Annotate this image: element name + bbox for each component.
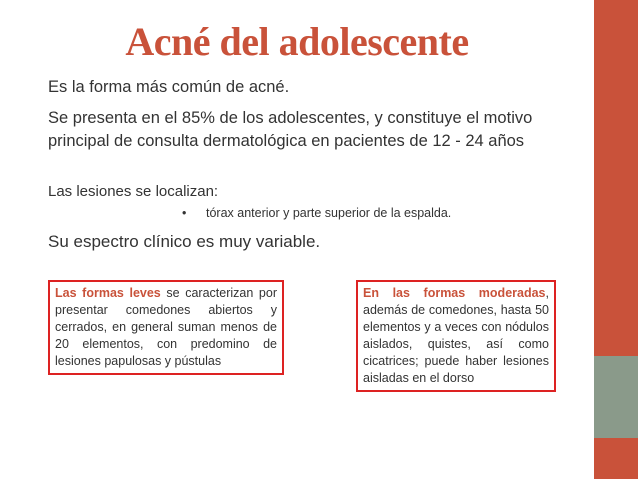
mild-forms-highlight: Las formas leves bbox=[55, 286, 161, 300]
moderate-forms-box bbox=[356, 280, 556, 392]
side-accent-block bbox=[594, 356, 638, 438]
moderate-forms-text: , además de comedones, hasta 50 elementos y a veces con nódulos aislados, quistes, así como cicatrices; puede haber lesiones aisladas en el dorso bbox=[363, 286, 549, 385]
paragraph-3: Las lesiones se localizan: bbox=[48, 183, 219, 200]
bullet-text: tórax anterior y parte superior de la espalda. bbox=[206, 206, 452, 220]
bullet-marker: • bbox=[182, 206, 187, 220]
paragraph-2: Se presenta en el 85% de los adolescentes, y constituye el motivo principal de consulta dermatológica en pacientes de 12 - 24 años bbox=[48, 109, 533, 150]
bullet-item bbox=[182, 206, 451, 220]
paragraph-1: Es la forma más común de acné. bbox=[48, 78, 290, 96]
mild-forms-text: se caracterizan por presentar comedones abiertos y cerrados, en general suman menos de 20 elementos, con predomino de lesiones papulosas y pústulas bbox=[55, 286, 277, 368]
slide-title: Acné del adolescente bbox=[125, 19, 469, 64]
mild-forms-box bbox=[48, 280, 284, 375]
paragraph-4: Su espectro clínico es muy variable. bbox=[48, 232, 321, 251]
moderate-forms-highlight: En las formas moderadas bbox=[363, 286, 546, 300]
